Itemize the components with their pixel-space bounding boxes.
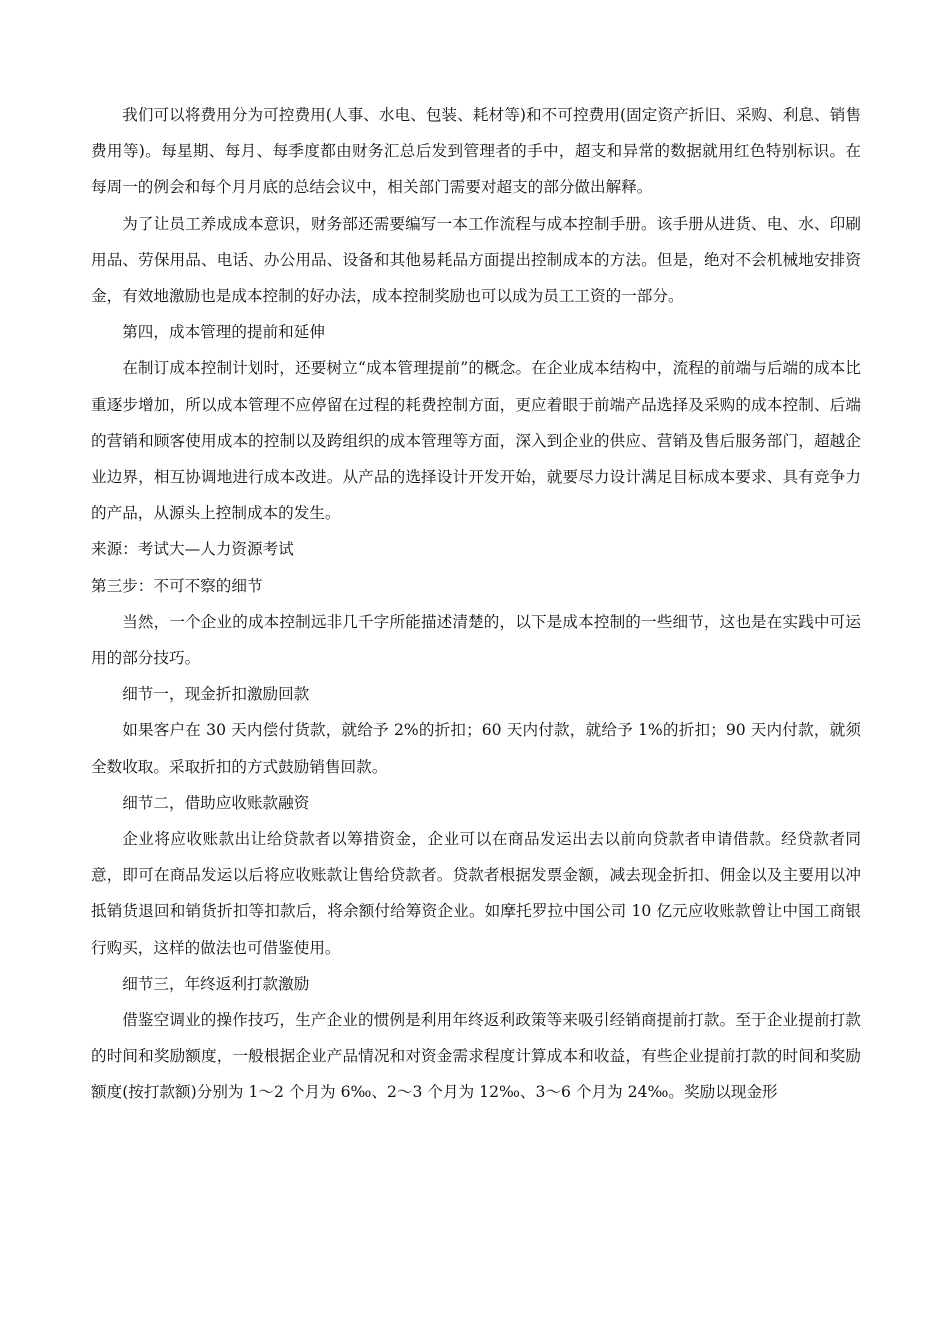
paragraph-receivables-financing: 企业将应收账款出让给贷款者以筹措资金，企业可以在商品发运出去以前向贷款者申请借款。经贷款者同意，即可在商品发运以后将应收账款让售给贷款者。贷款者根据发票金额，减去现金折扣、佣金以及主要用以冲抵销货退回和销货折扣等扣款后，将余额付给筹资企业。如摩托罗拉中国公司 10 亿元应收账款曾让中国工商银行购买，这样的做法也可借鉴使用。 — [91, 830, 861, 957]
step-heading-details: 第三步：不可不察的细节 — [91, 576, 263, 595]
source-line: 来源：考试大—人力资源考试 — [91, 540, 294, 559]
detail-heading-year-end-rebate: 细节三，年终返利打款激励 — [122, 974, 310, 993]
paragraph-cash-discount: 如果客户在 30 天内偿付货款，就给予 2%的折扣；60 天内付款，就给予 1%的折扣；90 天内付款，就须全数收取。采取折扣的方式鼓励销售回款。 — [91, 721, 861, 776]
paragraph-year-end-rebate: 借鉴空调业的操作技巧，生产企业的惯例是利用年终返利政策等来吸引经销商提前打款。至于企业提前打款的时间和奖励额度，一般根据企业产品情况和对资金需求程度计算成本和收益，有些企业提前打款的时间和奖励额度(按打款额)分别为 1～2 个月为 6‰、2～3 个月为 12‰、3～6 个月为 24‰。奖励以现金形 — [91, 1011, 861, 1102]
paragraph-expense-classification: 我们可以将费用分为可控费用(人事、水电、包装、耗材等)和不可控费用(固定资产折旧、采购、利息、销售费用等)。每星期、每月、每季度都由财务汇总后发到管理者的手中，超支和异常的数据就用红色特别标识。在每周一的例会和每个月月底的总结会议中，相关部门需要对超支的部分做出解释。 — [91, 106, 861, 197]
paragraph-details-intro: 当然，一个企业的成本控制远非几千字所能描述清楚的，以下是成本控制的一些细节，这也是在实践中可运用的部分技巧。 — [91, 612, 861, 668]
detail-heading-cash-discount: 细节一，现金折扣激励回款 — [122, 685, 310, 704]
paragraph-cost-awareness: 为了让员工养成成本意识，财务部还需要编写一本工作流程与成本控制手册。该手册从进货、电、水、印刷用品、劳保用品、电话、办公用品、设备和其他易耗品方面提出控制成本的方法。但是，绝对不会机械地安排资金，有效地激励也是成本控制的好办法，成本控制奖励也可以成为员工工资的一部分。 — [91, 214, 861, 306]
detail-heading-receivables-financing: 细节二，借助应收账款融资 — [122, 793, 310, 812]
section-heading-cost-management-extension: 第四，成本管理的提前和延伸 — [122, 323, 325, 342]
document-body — [91, 97, 861, 1111]
paragraph-cost-management-early: 在制订成本控制计划时，还要树立“成本管理提前”的概念。在企业成本结构中，流程的前端与后端的成本比重逐步增加，所以成本管理不应停留在过程的耗费控制方面，更应着眼于前端产品选择及采购的成本控制、后端的营销和顾客使用成本的控制以及跨组织的成本管理等方面，深入到企业的供应、营销及售后服务部门，超越企业边界，相互协调地进行成本改进。从产品的选择设计开发开始，就要尽力设计满足目标成本要求、具有竞争力的产品，从源头上控制成本的发生。 — [91, 359, 861, 523]
